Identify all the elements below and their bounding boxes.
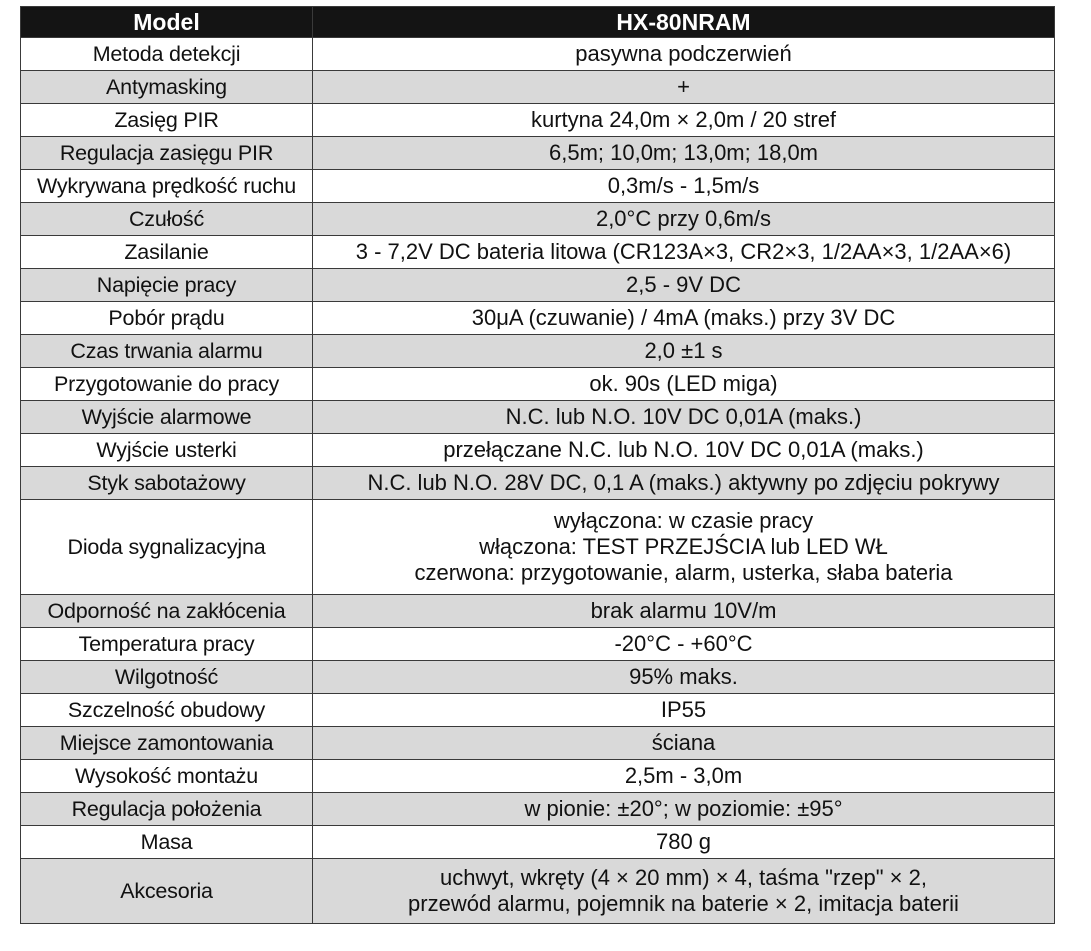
- value-line: wyłączona: w czasie pracy: [553, 508, 814, 533]
- table-row: [21, 859, 1055, 924]
- row-label: Pobór prądu: [21, 302, 313, 335]
- row-label: Napięcie pracy: [21, 269, 313, 302]
- row-label: Odporność na zakłócenia: [21, 595, 313, 628]
- value-line: 6,5m; 10,0m; 13,0m; 18,0m: [548, 140, 819, 165]
- row-value: [313, 628, 1055, 661]
- value-line: 780 g: [655, 829, 712, 854]
- table-row: [21, 401, 1055, 434]
- value-line: 2,5 - 9V DC: [626, 272, 741, 297]
- row-label: Miejsce zamontowania: [21, 727, 313, 760]
- value-line: 3 - 7,2V DC bateria litowa (CR123A×3, CR2×3, 1/2AA×3, 1/2AA×6): [355, 239, 1012, 264]
- value-line: pasywna podczerwień: [575, 41, 792, 66]
- row-label: Antymasking: [21, 71, 313, 104]
- header-model-name: HX-80NRAM: [313, 7, 1055, 38]
- table-row: [21, 170, 1055, 203]
- row-value: [313, 203, 1055, 236]
- table-row: [21, 467, 1055, 500]
- table-row: [21, 694, 1055, 727]
- row-label: Wilgotność: [21, 661, 313, 694]
- row-label: Masa: [21, 826, 313, 859]
- row-value: [313, 727, 1055, 760]
- row-value: [313, 104, 1055, 137]
- row-label: Styk sabotażowy: [21, 467, 313, 500]
- value-line: 0,3m/s - 1,5m/s: [607, 173, 760, 198]
- value-line: 2,0°C przy 0,6m/s: [595, 206, 772, 231]
- row-label: Regulacja zasięgu PIR: [21, 137, 313, 170]
- row-value: [313, 335, 1055, 368]
- table-row: [21, 628, 1055, 661]
- value-line: ściana: [651, 730, 716, 755]
- table-row: [21, 793, 1055, 826]
- table-row: [21, 104, 1055, 137]
- table-row: [21, 760, 1055, 793]
- row-label: Czas trwania alarmu: [21, 335, 313, 368]
- row-label: Dioda sygnalizacyjna: [21, 500, 313, 595]
- value-line: brak alarmu 10V/m: [590, 598, 777, 623]
- value-line: czerwona: przygotowanie, alarm, usterka, słaba bateria: [414, 560, 953, 585]
- value-line: -20°C - +60°C: [614, 631, 753, 656]
- row-value: [313, 467, 1055, 500]
- value-line: 95% maks.: [629, 664, 738, 689]
- value-line: włączona: TEST PRZEJŚCIA lub LED WŁ: [479, 534, 888, 559]
- table-row: [21, 269, 1055, 302]
- row-value: [313, 38, 1055, 71]
- table-header-row: [21, 7, 1055, 38]
- table-row: [21, 236, 1055, 269]
- table-row: [21, 661, 1055, 694]
- row-label: Akcesoria: [21, 859, 313, 924]
- value-line: ok. 90s (LED miga): [589, 371, 778, 396]
- row-value: [313, 434, 1055, 467]
- value-line: N.C. lub N.O. 10V DC 0,01A (maks.): [505, 404, 862, 429]
- row-label: Przygotowanie do pracy: [21, 368, 313, 401]
- value-line: 2,0 ±1 s: [644, 338, 723, 363]
- value-line: IP55: [660, 697, 707, 722]
- row-value: [313, 760, 1055, 793]
- table-row: [21, 500, 1055, 595]
- row-label: Szczelność obudowy: [21, 694, 313, 727]
- row-label: Zasilanie: [21, 236, 313, 269]
- row-value: [313, 71, 1055, 104]
- row-value: [313, 170, 1055, 203]
- row-label: Wysokość montażu: [21, 760, 313, 793]
- row-label: Wykrywana prędkość ruchu: [21, 170, 313, 203]
- spec-table: [20, 6, 1055, 924]
- value-line: 2,5m - 3,0m: [624, 763, 743, 788]
- table-row: [21, 434, 1055, 467]
- row-value: [313, 595, 1055, 628]
- row-value: [313, 793, 1055, 826]
- row-label: Czułość: [21, 203, 313, 236]
- table-row: [21, 38, 1055, 71]
- table-row: [21, 727, 1055, 760]
- row-value: [313, 661, 1055, 694]
- table-row: [21, 335, 1055, 368]
- row-value: [313, 302, 1055, 335]
- value-line: przełączane N.C. lub N.O. 10V DC 0,01A (maks.): [443, 437, 924, 462]
- row-value: [313, 694, 1055, 727]
- row-label: Temperatura pracy: [21, 628, 313, 661]
- row-value: [313, 368, 1055, 401]
- value-line: N.C. lub N.O. 28V DC, 0,1 A (maks.) aktywny po zdjęciu pokrywy: [367, 470, 1000, 495]
- table-row: [21, 368, 1055, 401]
- value-line: 30μA (czuwanie) / 4mA (maks.) przy 3V DC: [471, 305, 896, 330]
- table-row: [21, 203, 1055, 236]
- row-value: [313, 826, 1055, 859]
- row-value: [313, 859, 1055, 924]
- row-value: [313, 500, 1055, 595]
- row-label: Metoda detekcji: [21, 38, 313, 71]
- table-row: [21, 137, 1055, 170]
- row-label: Regulacja położenia: [21, 793, 313, 826]
- row-label: Zasięg PIR: [21, 104, 313, 137]
- table-row: [21, 595, 1055, 628]
- table-body: [21, 38, 1055, 924]
- value-line: uchwyt, wkręty (4 × 20 mm) × 4, taśma "rzep" × 2,: [440, 865, 927, 890]
- value-line: +: [677, 74, 690, 99]
- header-model: Model: [21, 7, 313, 38]
- row-label: Wyjście alarmowe: [21, 401, 313, 434]
- row-value: [313, 236, 1055, 269]
- table-row: [21, 71, 1055, 104]
- row-value: [313, 269, 1055, 302]
- table-row: [21, 302, 1055, 335]
- table-row: [21, 826, 1055, 859]
- value-line: przewód alarmu, pojemnik na baterie × 2, imitacja baterii: [408, 891, 959, 916]
- value-line: kurtyna 24,0m × 2,0m / 20 stref: [530, 107, 837, 132]
- row-value: [313, 137, 1055, 170]
- value-line: w pionie: ±20°; w poziomie: ±95°: [524, 796, 843, 821]
- row-label: Wyjście usterki: [21, 434, 313, 467]
- row-value: [313, 401, 1055, 434]
